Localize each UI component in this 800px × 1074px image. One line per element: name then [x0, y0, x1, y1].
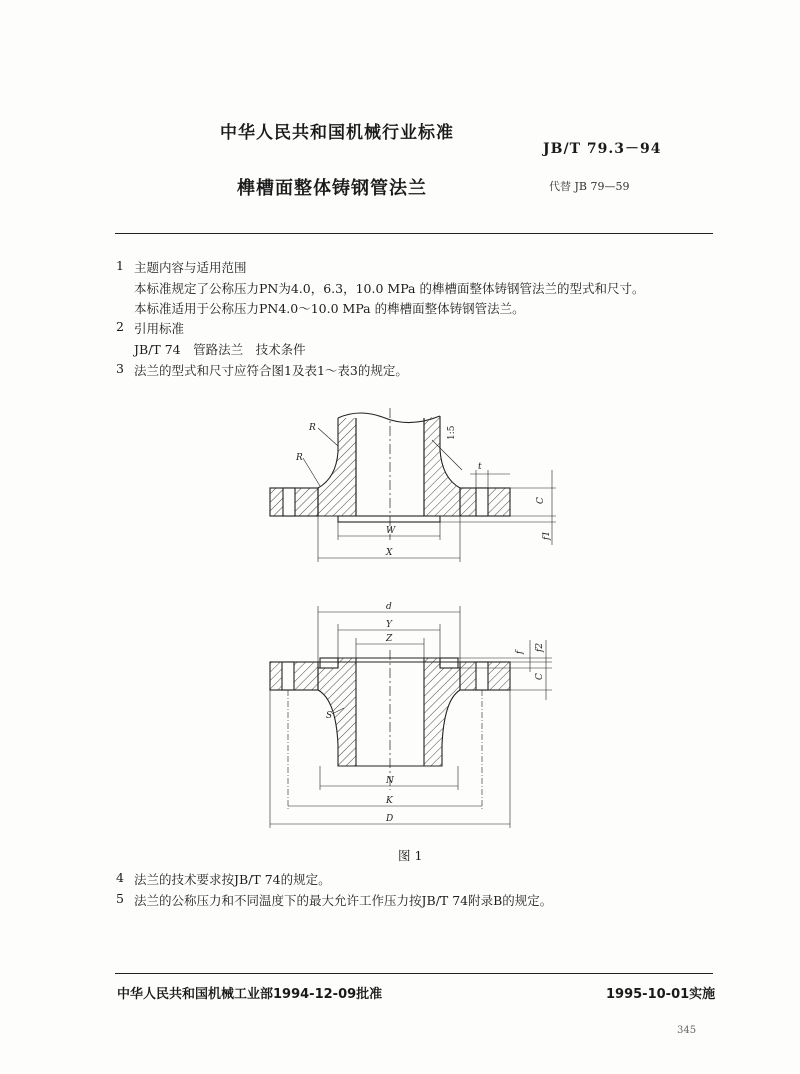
effective-date: 1995-10-01实施 — [606, 987, 716, 1002]
label-f2: f2 — [535, 642, 545, 652]
label-r1: R — [309, 423, 316, 433]
paragraph-scope-2: 本标准适用于公称压力PN4.0～10.0 MPa 的榫槽面整体铸钢管法兰。 — [134, 301, 525, 316]
label-f: f — [515, 650, 525, 654]
figure-caption: 图 1 — [398, 848, 423, 863]
label-s: S — [326, 711, 333, 721]
label-r2: R — [296, 453, 303, 463]
footer-divider — [115, 973, 713, 974]
label-z: Z — [386, 634, 393, 644]
paragraph-scope-1: 本标准规定了公称压力PN为4.0，6.3，10.0 MPa 的榫槽面整体铸钢管法兰的型式和尺寸。 — [134, 281, 645, 296]
section-number-4: 4 — [116, 870, 124, 885]
label-taper: 1:5 — [447, 425, 457, 440]
section-number-3: 3 — [116, 361, 124, 376]
label-k: K — [386, 796, 393, 806]
label-y: Y — [386, 620, 392, 630]
label-x: X — [386, 548, 393, 558]
label-c: C — [536, 497, 546, 504]
approval-note: 中华人民共和国机械工业部1994-12-09批准 — [117, 987, 383, 1002]
label-dd: D — [386, 814, 394, 824]
section-heading-scope: 主题内容与适用范围 — [134, 260, 247, 275]
label-f1: f1 — [542, 530, 552, 540]
label-t: t — [478, 462, 482, 472]
label-w: W — [386, 526, 396, 536]
label-d: d — [386, 602, 392, 612]
bottom-flange-section — [270, 606, 552, 828]
paragraph-section-3: 法兰的型式和尺寸应符合图1及表1～表3的规定。 — [134, 363, 408, 378]
section-number-5: 5 — [116, 891, 124, 906]
paragraph-reference-1: JB/T 74 管路法兰 技术条件 — [134, 342, 306, 357]
paragraph-section-5: 法兰的公称压力和不同温度下的最大允许工作压力按JB/T 74附录B的规定。 — [134, 893, 553, 908]
paragraph-section-4: 法兰的技术要求按JB/T 74的规定。 — [134, 872, 331, 887]
standard-title: 中华人民共和国机械行业标准 — [220, 123, 454, 143]
standard-number: JB/T 79.3－94 — [543, 141, 662, 157]
section-heading-references: 引用标准 — [134, 321, 185, 336]
label-n: N — [386, 776, 394, 786]
section-number-1: 1 — [116, 258, 124, 273]
section-number-2: 2 — [116, 319, 124, 334]
page-number: 345 — [677, 1025, 697, 1036]
document-title: 榫槽面整体铸钢管法兰 — [237, 178, 427, 199]
replaces-note: 代替 JB 79—59 — [549, 180, 630, 193]
label-c-bottom: C — [535, 673, 545, 680]
